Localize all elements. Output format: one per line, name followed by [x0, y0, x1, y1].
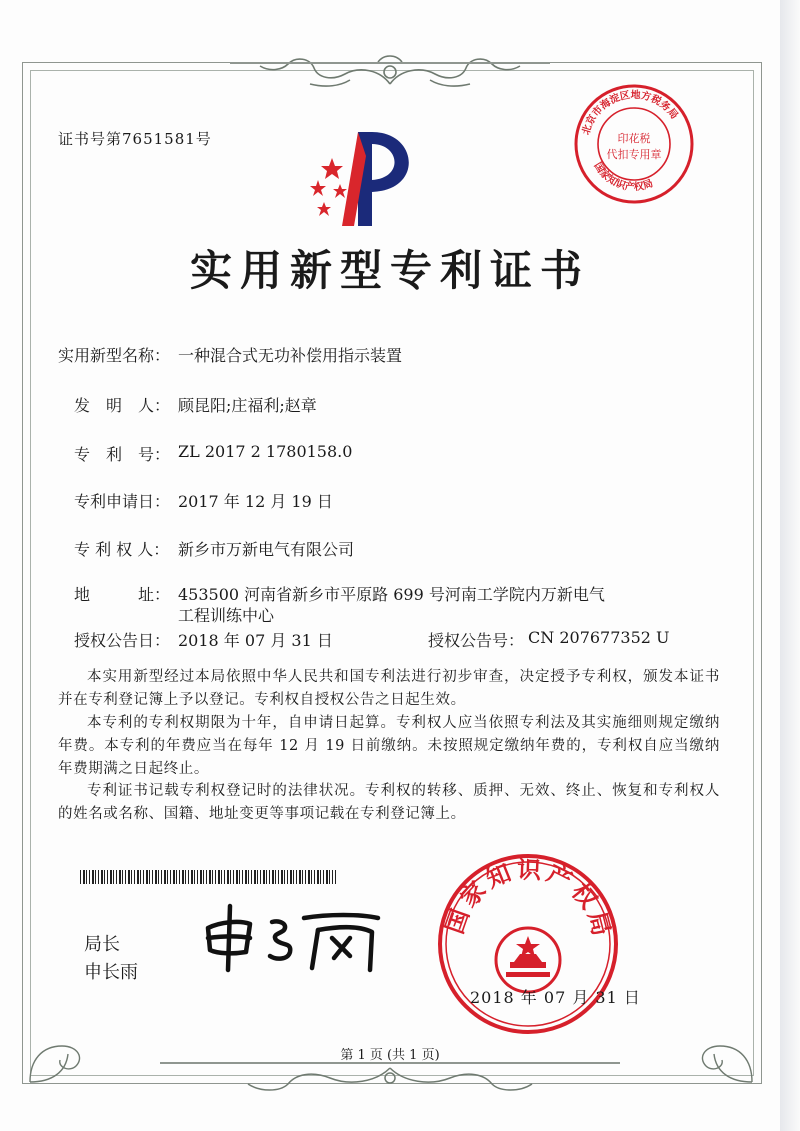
stamp-bottom-text: 国家知识产权局	[591, 160, 655, 194]
tax-stamp-seal	[572, 82, 696, 206]
address-line2: 工程训练中心	[178, 606, 275, 625]
director-name: 申长雨	[84, 962, 138, 983]
scan-edge	[780, 0, 800, 1131]
director-title: 局长	[84, 934, 120, 955]
patentee-value: 新乡市万新电气有限公司	[178, 540, 355, 559]
paragraph-3: 专利证书记载专利权登记时的法律状况。专利权的转移、质押、无效、终止、恢复和专利权人的姓名或名称、国籍、地址变更等事项记载在专利登记簿上。	[58, 783, 720, 822]
top-ornament-icon	[230, 50, 550, 92]
official-seal	[436, 852, 620, 1036]
paragraph-1: 本实用新型经过本局依照中华人民共和国专利法进行初步审查，决定授予专利权，颁发本证书并在专利登记簿上予以登记。专利权自授权公告之日起生效。	[58, 669, 720, 708]
inventor-label: 发 明 人：	[74, 396, 171, 415]
seal-date: 2018 年 07 月 31 日	[470, 988, 641, 1007]
star-icon	[310, 158, 347, 216]
seal-ring-text: 国家知识产权局	[440, 855, 617, 943]
stamp-ring-text: 北京市海淀区地方税务局	[580, 89, 680, 137]
paragraph-2: 本专利的专利权期限为十年，自申请日起算。专利权人应当依照专利法及其实施细则规定缴纳年费。本专利的年费应当在每年 12 月 19 日前缴纳。未按照规定缴纳年费的，专利权自应当缴纳年费期满之日起终止。	[58, 715, 720, 777]
svg-text:国家知识产权局	[591, 160, 654, 194]
patentee-label: 专 利 权 人：	[74, 540, 170, 559]
patent-office-logo	[300, 128, 430, 228]
director-signature	[200, 900, 390, 980]
stamp-center-line1: 印花税	[617, 132, 651, 145]
grant-date-label: 授权公告日：	[74, 631, 171, 650]
stamp-center-line2: 代扣专用章	[606, 148, 662, 161]
name-value: 一种混合式无功补偿用指示装置	[178, 346, 403, 365]
grant-number-value: CN 207677352 U	[528, 628, 670, 647]
filing-date-value: 2017 年 12 月 19 日	[178, 492, 333, 511]
grant-number-label: 授权公告号：	[428, 631, 525, 650]
bottom-ornament-icon	[160, 1060, 620, 1098]
name-label: 实用新型名称：	[58, 346, 171, 365]
filing-date-label: 专利申请日：	[74, 492, 171, 511]
certificate-number: 证书号第7651581号	[58, 130, 212, 148]
page-title: 实用新型专利证书	[189, 246, 590, 295]
national-emblem-icon	[506, 936, 550, 977]
address-label: 地 址：	[74, 585, 171, 604]
page-footer: 第 1 页 (共 1 页)	[340, 1048, 440, 1063]
inventor-value: 顾昆阳;庄福利;赵章	[178, 396, 317, 415]
barcode	[80, 870, 336, 884]
grant-date-value: 2018 年 07 月 31 日	[178, 631, 333, 650]
patent-number-value: ZL 2017 2 1780158.0	[178, 442, 353, 461]
address-line1: 453500 河南省新乡市平原路 699 号河南工学院内万新电气	[178, 585, 605, 604]
patent-number-label: 专 利 号：	[74, 445, 171, 464]
